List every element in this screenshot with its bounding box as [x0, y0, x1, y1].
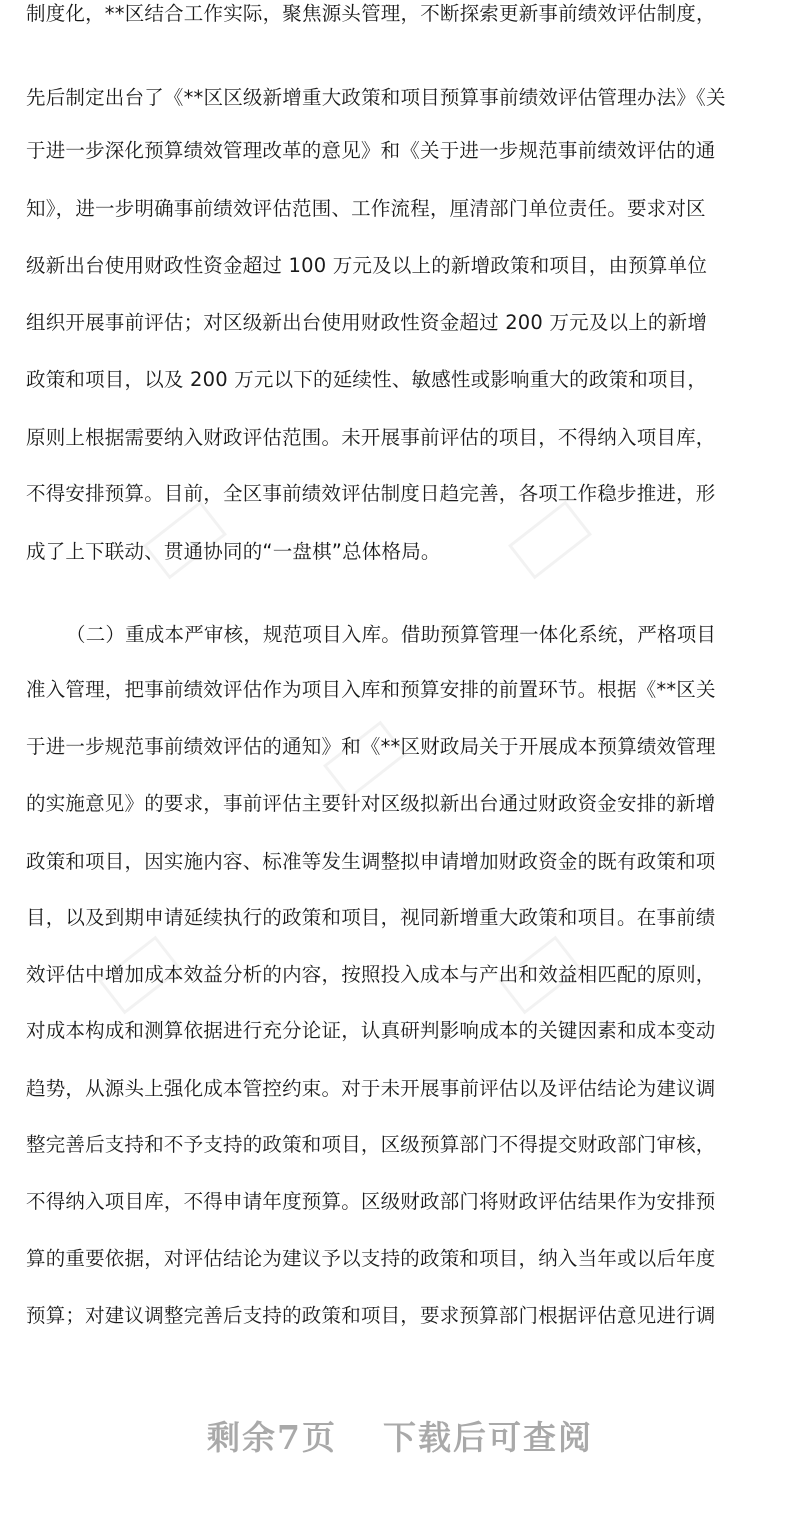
text-line: 目，以及到期申请延续执行的政策和项目，视同新增重大政策和项目。在事前绩 [26, 906, 716, 929]
download-to-view-label: 下载后可查阅 [382, 1418, 593, 1457]
text-line: （二）重成本严审核，规范项目入库。借助预算管理一体化系统，严格项目 [66, 623, 717, 646]
text-line: 政策和项目，因实施内容、标准等发生调整拟申请增加财政资金的既有政策和项 [26, 850, 716, 873]
text-line: 原则上根据需要纳入财政评估范围。未开展事前评估的项目，不得纳入项目库， [26, 426, 716, 449]
text-line: 于进一步深化预算绩效管理改革的意见》和《关于进一步规范事前绩效评估的通 [26, 139, 716, 162]
text-line: 制度化，**区结合工作实际，聚焦源头管理，不断探索更新事前绩效评估制度， [26, 2, 716, 25]
text-line: 的实施意见》的要求，事前评估主要针对区级拟新出台通过财政资金安排的新增 [26, 792, 716, 815]
text-line: 整完善后支持和不予支持的政策和项目，区级预算部门不得提交财政部门审核， [26, 1133, 716, 1156]
text-line: 先后制定出台了《**区区级新增重大政策和项目预算事前绩效评估管理办法》《关 [26, 86, 726, 109]
text-line: 对成本构成和测算依据进行充分论证，认真研判影响成本的关键因素和成本变动 [26, 1019, 716, 1042]
text-line: 不得纳入项目库，不得申请年度预算。区级财政部门将财政评估结果作为安排预 [26, 1190, 716, 1213]
text-line: 知》，进一步明确事前绩效评估范围、工作流程，厘清部门单位责任。要求对区 [26, 197, 706, 220]
text-line: 于进一步规范事前绩效评估的通知》和《**区财政局关于开展成本预算绩效管理 [26, 735, 716, 758]
text-line: 组织开展事前评估；对区级新出台使用财政性资金超过 200 万元及以上的新增 [26, 311, 708, 334]
text-line: 准入管理，把事前绩效评估作为项目入库和预算安排的前置环节。根据《**区关 [26, 678, 716, 701]
text-line: 级新出台使用财政性资金超过 100 万元及以上的新增政策和项目，由预算单位 [26, 254, 708, 277]
text-line: 趋势，从源头上强化成本管控约束。对于未开展事前评估以及评估结论为建议调 [26, 1077, 716, 1100]
download-prompt[interactable] [0, 1412, 800, 1472]
text-line: 效评估中增加成本效益分析的内容，按照投入成本与产出和效益相匹配的原则， [26, 963, 716, 986]
text-line: 不得安排预算。目前，全区事前绩效评估制度日趋完善，各项工作稳步推进，形 [26, 482, 716, 505]
text-line: 成了上下联动、贯通协同的“一盘棋”总体格局。 [26, 540, 441, 563]
text-line: 算的重要依据，对评估结论为建议予以支持的政策和项目，纳入当年或以后年度 [26, 1247, 716, 1270]
remaining-pages-label: 剩余7页 [207, 1418, 337, 1457]
text-line: 政策和项目，以及 200 万元以下的延续性、敏感性或影响重大的政策和项目， [26, 368, 708, 391]
text-line: 预算；对建议调整完善后支持的政策和项目，要求预算部门根据评估意见进行调 [26, 1304, 716, 1327]
